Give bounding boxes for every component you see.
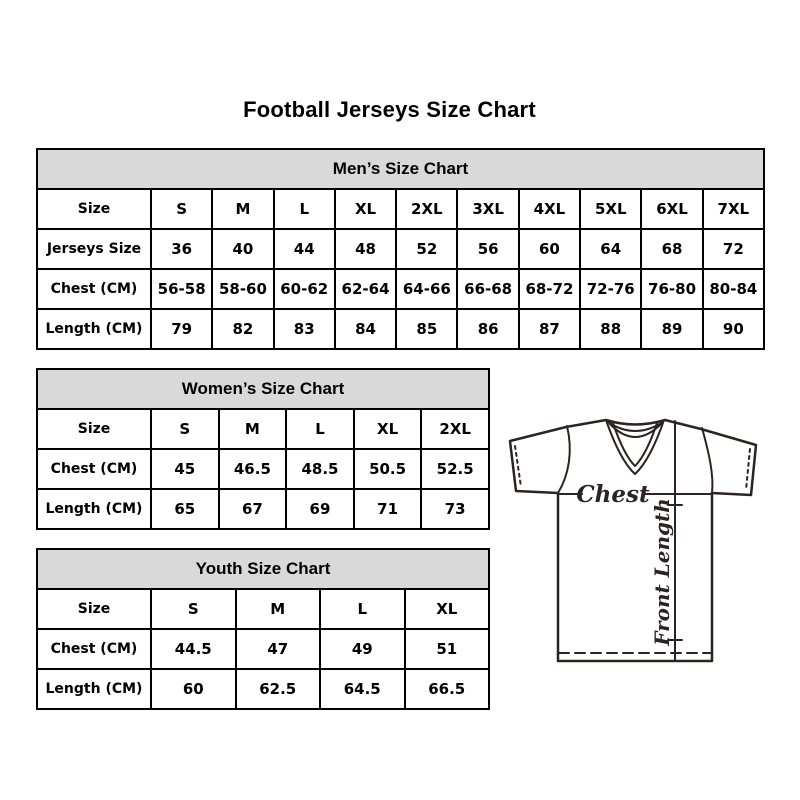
row-label: Jerseys Size — [37, 229, 151, 269]
table-row — [37, 229, 764, 269]
table-cell: 6XL — [641, 189, 702, 229]
table-cell: 2XL — [421, 409, 489, 449]
table-cell: 44 — [274, 229, 335, 269]
vneck-collar — [606, 420, 664, 474]
table-cell: 3XL — [457, 189, 518, 229]
table-cell: L — [320, 589, 405, 629]
row-label: Length (CM) — [37, 309, 151, 349]
table-cell: 36 — [151, 229, 212, 269]
chest-label: Chest — [576, 481, 650, 508]
table-cell: 80-84 — [703, 269, 764, 309]
front-length-label: Front Length — [650, 498, 674, 646]
table-row — [37, 589, 489, 629]
table-cell: M — [212, 189, 273, 229]
table-cell: 52.5 — [421, 449, 489, 489]
table-cell: 85 — [396, 309, 457, 349]
table-cell: 73 — [421, 489, 489, 529]
table-cell: M — [219, 409, 287, 449]
table-header: Men’s Size Chart — [37, 149, 764, 189]
womens-size-table-grid — [36, 368, 490, 530]
row-label: Chest (CM) — [37, 629, 151, 669]
table-cell: 48.5 — [286, 449, 354, 489]
row-label: Size — [37, 189, 151, 229]
table-cell: 60 — [151, 669, 236, 709]
page-title: Football Jerseys Size Chart — [243, 97, 536, 122]
right-armhole-seam — [702, 428, 712, 493]
youth-size-table-grid — [36, 548, 490, 710]
table-cell: 66-68 — [457, 269, 518, 309]
row-label: Chest (CM) — [37, 269, 151, 309]
table-cell: 68 — [641, 229, 702, 269]
table-row — [37, 269, 764, 309]
table-cell: 52 — [396, 229, 457, 269]
table-cell: 87 — [519, 309, 580, 349]
table-cell: 51 — [405, 629, 490, 669]
row-label: Length (CM) — [37, 489, 151, 529]
row-label: Length (CM) — [37, 669, 151, 709]
table-header: Women’s Size Chart — [37, 369, 489, 409]
table-cell: 64-66 — [396, 269, 457, 309]
table-row — [37, 669, 489, 709]
jersey-outline — [510, 420, 756, 661]
row-label: Size — [37, 409, 151, 449]
table-cell: 45 — [151, 449, 219, 489]
table-cell: 62.5 — [236, 669, 321, 709]
table-cell: 72 — [703, 229, 764, 269]
table-cell: M — [236, 589, 321, 629]
youth-size-table — [36, 548, 490, 710]
table-cell: 72-76 — [580, 269, 641, 309]
table-cell: 89 — [641, 309, 702, 349]
table-row — [37, 409, 489, 449]
table-row — [37, 189, 764, 229]
table-cell: 79 — [151, 309, 212, 349]
table-cell: 44.5 — [151, 629, 236, 669]
table-row — [37, 309, 764, 349]
table-header: Youth Size Chart — [37, 549, 489, 589]
table-row — [37, 449, 489, 489]
table-cell: 64 — [580, 229, 641, 269]
mens-size-table-grid — [36, 148, 765, 350]
table-cell: 64.5 — [320, 669, 405, 709]
table-cell: 46.5 — [219, 449, 287, 489]
table-cell: 86 — [457, 309, 518, 349]
table-cell: 56-58 — [151, 269, 212, 309]
table-cell: 5XL — [580, 189, 641, 229]
table-cell: XL — [335, 189, 396, 229]
left-armhole-seam — [558, 426, 570, 493]
table-cell: 84 — [335, 309, 396, 349]
table-cell: S — [151, 589, 236, 629]
table-cell: 2XL — [396, 189, 457, 229]
table-cell: S — [151, 409, 219, 449]
table-cell: 82 — [212, 309, 273, 349]
row-label: Chest (CM) — [37, 449, 151, 489]
table-cell: 7XL — [703, 189, 764, 229]
table-cell: 66.5 — [405, 669, 490, 709]
table-cell: 90 — [703, 309, 764, 349]
table-cell: L — [286, 409, 354, 449]
table-cell: 48 — [335, 229, 396, 269]
table-cell: 65 — [151, 489, 219, 529]
table-cell: 76-80 — [641, 269, 702, 309]
table-cell: XL — [405, 589, 490, 629]
table-cell: XL — [354, 409, 422, 449]
table-row — [37, 489, 489, 529]
table-cell: 49 — [320, 629, 405, 669]
table-cell: L — [274, 189, 335, 229]
table-cell: 58-60 — [212, 269, 273, 309]
table-cell: 60 — [519, 229, 580, 269]
table-cell: 68-72 — [519, 269, 580, 309]
table-cell: 56 — [457, 229, 518, 269]
table-cell: 71 — [354, 489, 422, 529]
mens-size-table — [36, 148, 765, 350]
table-cell: 83 — [274, 309, 335, 349]
table-cell: 60-62 — [274, 269, 335, 309]
table-cell: S — [151, 189, 212, 229]
womens-size-table — [36, 368, 490, 530]
table-cell: 69 — [286, 489, 354, 529]
table-cell: 47 — [236, 629, 321, 669]
right-cuff-stitch — [746, 449, 750, 490]
table-row — [37, 629, 489, 669]
row-label: Size — [37, 589, 151, 629]
table-cell: 62-64 — [335, 269, 396, 309]
table-cell: 40 — [212, 229, 273, 269]
table-cell: 50.5 — [354, 449, 422, 489]
table-cell: 67 — [219, 489, 287, 529]
table-cell: 88 — [580, 309, 641, 349]
table-cell: 4XL — [519, 189, 580, 229]
jersey-measurement-diagram — [503, 413, 765, 675]
